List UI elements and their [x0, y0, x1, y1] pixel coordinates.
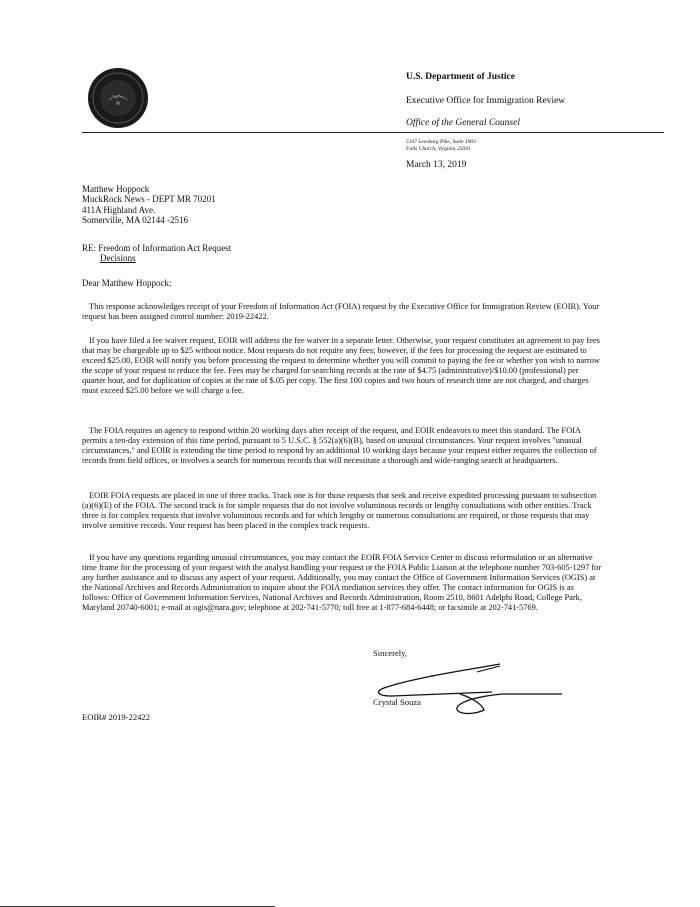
recipient-name: Matthew Hoppock [82, 184, 150, 194]
doj-seal-logo [87, 67, 149, 129]
handwritten-signature [372, 658, 567, 718]
recipient-org: MuckRock News - DEPT MR 70201 [82, 194, 216, 205]
re-subject: Decisions [100, 253, 136, 264]
salutation: Dear Matthew Hoppock: [82, 278, 172, 288]
office-name: Executive Office for Immigration Review [406, 96, 566, 106]
signer-name: Crystal Souza [373, 697, 421, 707]
reference-number: EOIR# 2019-22422 [82, 712, 151, 722]
body-paragraph: EOIR FOIA requests are placed in one of three tracks. Track one is for those requests that seek and receive expedited processing pursuant to subsection (a)(6)(E) of the FOIA. The second track is for simple requests that do not involve voluminous records or lengthy consultations with other entities. Track three is for complex requests that involve voluminous records and for which lengthy or numerous consultations are required, or those requests that may involve sensitive records. Your request has been placed in the complex track requests. [82, 491, 597, 531]
recipient-street: 411A Highland Ave. [82, 204, 156, 215]
letterhead-divider [82, 132, 664, 133]
body-paragraph: The FOIA requires an agency to respond within 20 working days after receipt of the request, and EOIR endeavors to meet this standard. The FOIA permits a ten-day extension of this time period, pursuant to 5 U.S.C. § 552(a)(6)(B), based on unusual circumstances. Your request involves "unusual circumstances," and EOIR is extending the time period to respond by an additional 10 working days because your request either requires the collection of records from field offices, or involves a search for numerous records that will necessitate a thorough and wide-ranging search at headquarters. [82, 426, 597, 466]
agency-name: U.S. Department of Justice [406, 72, 515, 82]
office-address-line1: 5107 Leesburg Pike, Suite 1903 [406, 139, 476, 145]
recipient-city: Somerville, MA 02144 -2516 [82, 215, 188, 226]
re-line: RE: Freedom of Information Act Request [82, 243, 232, 253]
body-paragraph: If you have filed a fee waiver request, EOIR will address the fee waiver in a separate letter. Otherwise, your request constitutes an agreement to pay fees that may be chargeable up to $25 without notice. Most requests do not require any fees; however, if the fees for processing the request are estimated to exceed $25.00, EOIR will notify you before processing the request to determine whether you will commit to paying the fee or whether you wish to narrow the scope of your request to reduce the fee. Fees may be charged for searching records at the rate of $4.75 (administrative)/$10.00 (professional) per quarter hour, and for duplication of copies at the rate of $.05 per copy. The first 100 copies and two hours of research time are not charged, and charges must exceed $25.00 before we will charge a fee. [82, 336, 600, 396]
recipient-address [82, 184, 216, 226]
body-paragraph: This response acknowledges receipt of your Freedom of Information Act (FOIA) request by the Executive Office for Immigration Review (EOIR). Your request has been assigned control number: 2019-22422. [82, 302, 600, 322]
office-address-line2: Falls Church, Virginia 22041 [406, 146, 471, 152]
division-name: Office of the General Counsel [406, 118, 520, 128]
subject-line [82, 243, 231, 264]
closing: Sincerely, [373, 648, 408, 658]
body-paragraph: If you have any questions regarding unusual circumstances, you may contact the EOIR FOIA Service Center to discuss reformulation or an alternative time frame for the processing of your request with the analyst handling your request or the FOIA Public Liaison at the telephone number 703-605-1297 for any further assistance and to discuss any aspect of your request. Additionally, you may contact the Office of Government Information Services (OGIS) at the National Archives and Records Administration to inquire about the FOIA mediation services they offer. The contact information for OGIS is as follows: Office of Government Information Services, National Archives and Records Administration, Room 2510, 8601 Adelphi Road, College Park, Maryland 20740-6001; e-mail at ogis@nara.gov; telephone at 202-741-5770; toll free at 1-877-684-6448; or facsimile at 202-741-5769. [82, 553, 602, 613]
letter-date: March 13, 2019 [406, 160, 467, 170]
